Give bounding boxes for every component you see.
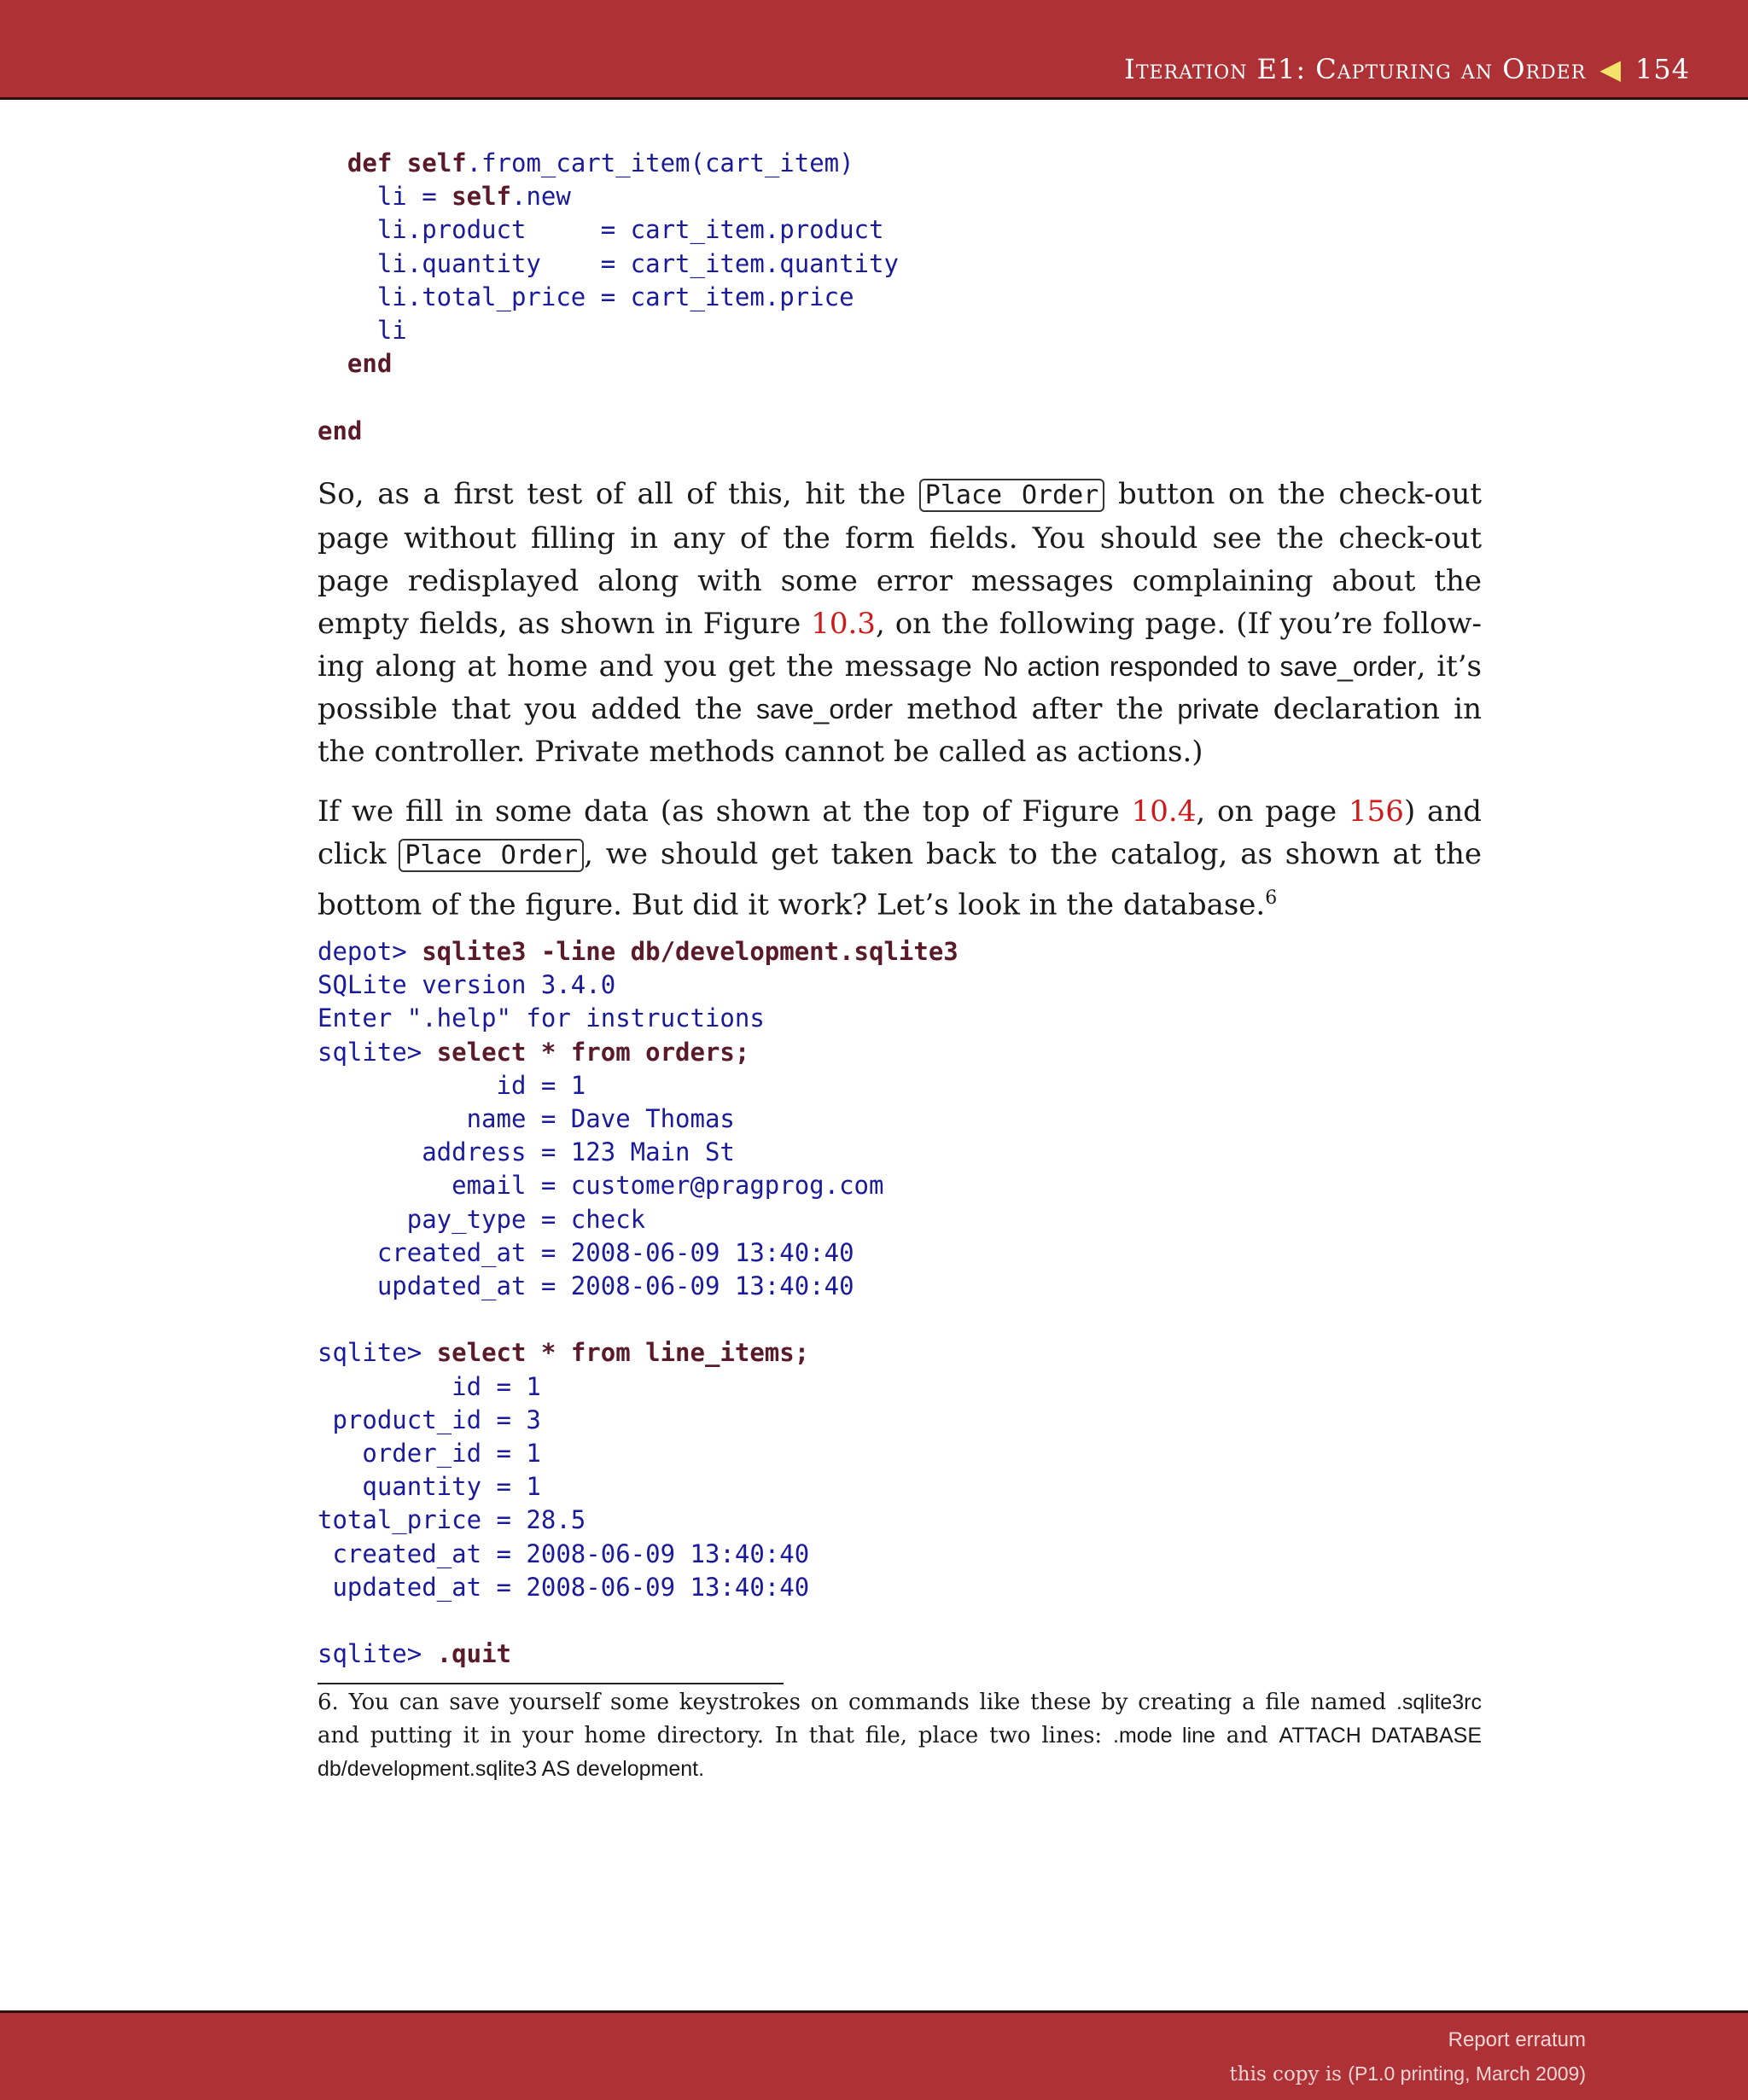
result-row: updated_at = 2008-06-09 13:40:40 [318,1572,810,1602]
orders-query-result [318,1071,883,1300]
code-line: li.quantity = cart_item.quantity [318,248,899,278]
footnote-divider [318,1683,784,1684]
result-row: id = 1 [318,1070,586,1100]
result-row: total_price = 28.5 [318,1505,586,1535]
page-link-156[interactable]: 156 [1349,794,1404,829]
result-row: email = customer@pragprog.com [318,1171,884,1201]
terminal-output: depot> sqlite3 -line db/development.sqlite3 SQLite version 3.4.0 Enter ".help" for instructions sqlite> select * from orders; id = 1 name = Dave Thomas address = 123 Main St email = customer@pragprog.com pay_type = check created_at = 2008-06-09 13:40:40 updated_at = 2008-06-09 13:40:40 sqlite> select * from line_items; id = 1 product_id = 3 order_id = 1 quantity = 1 total_price = 28.5 created_at = 2008-06-09 13:40:40 updated_at = 2008-06-09 13:40:40 sqlite> .quit [318,937,958,1669]
code-line: def self.from_cart_item(cart_item) [347,148,854,177]
running-title: Iteration E1: Capturing an Order [1124,53,1587,85]
result-row: name = Dave Thomas [318,1104,735,1134]
code-listing [318,147,899,448]
result-row: quantity = 1 [318,1472,541,1502]
running-head [1124,53,1690,85]
place-order-button-label: Place Order [399,839,584,872]
footnote-marker[interactable]: 6 [1265,887,1278,909]
code-line: li [318,316,407,346]
code-line: end [318,416,363,445]
page-header-bar [0,0,1748,100]
result-row: order_id = 1 [318,1439,541,1469]
error-message-text: No action responded to save_order [982,651,1417,682]
page-number: 154 [1634,53,1690,85]
result-row: updated_at = 2008-06-09 13:40:40 [318,1271,854,1301]
place-order-button-label: Place Order [919,479,1105,512]
code-line: end [347,349,393,379]
line-items-query-result [318,1372,809,1602]
private-keyword: private [1177,694,1260,724]
result-row: id = 1 [318,1371,541,1401]
footnote-6: 6. You can save yourself some keystrokes on commands like these by creating a file named .sqlite3rc and putting it in your home directory. In that file, place two lines: .mode line and ATTACH DATABASE db/development.sqlite3 AS development. [318,1690,1483,1781]
result-row: product_id = 3 [318,1405,541,1434]
code-line: li.product = cart_item.product [318,215,884,245]
terminal-session [318,935,958,1671]
result-row: created_at = 2008-06-09 13:40:40 [318,1539,810,1568]
method-name: save_order [755,694,894,724]
previous-page-arrow-icon[interactable]: ◀ [1599,53,1622,85]
page-footer-bar [0,2010,1748,2100]
result-row: created_at = 2008-06-09 13:40:40 [318,1237,854,1267]
ruby-code-block [318,147,899,448]
result-row: address = 123 Main St [318,1137,735,1167]
paragraph-first-test: So, as a first test of all of this, hit the Place Order button on the check-out page without filling in any of the form fields. You should see the check-out page redisplayed along with some error messages complaining about the empty fields, as shown in Figure 10.3, on the following page. (If you’re follow-ing along at home and you get the message No action responded to save_order, it’s possible that you added the save_order method after the private declaration in the controller. Private methods cannot be called as actions.) [318,477,1483,769]
code-line: li = self.new [318,182,571,212]
paragraph-fill-data: If we fill in some data (as shown at the top of Figure 10.4, on page 156) and click Place Order , we should get taken back to the catalog, as shown at the bottom of the figure. But did it work? Let’s look in the database.$^6$ [318,794,1483,922]
figure-link-10-4[interactable]: 10.4 [1131,794,1197,829]
result-row: pay_type = check [318,1204,646,1234]
code-line: li.total_price = cart_item.price [318,282,854,311]
figure-link-10-3[interactable]: 10.3 [811,607,876,641]
copy-info: this copy is (P1.0 printing, March 2009) [1229,2062,1586,2085]
report-erratum-link[interactable]: Report erratum [1448,2028,1586,2051]
